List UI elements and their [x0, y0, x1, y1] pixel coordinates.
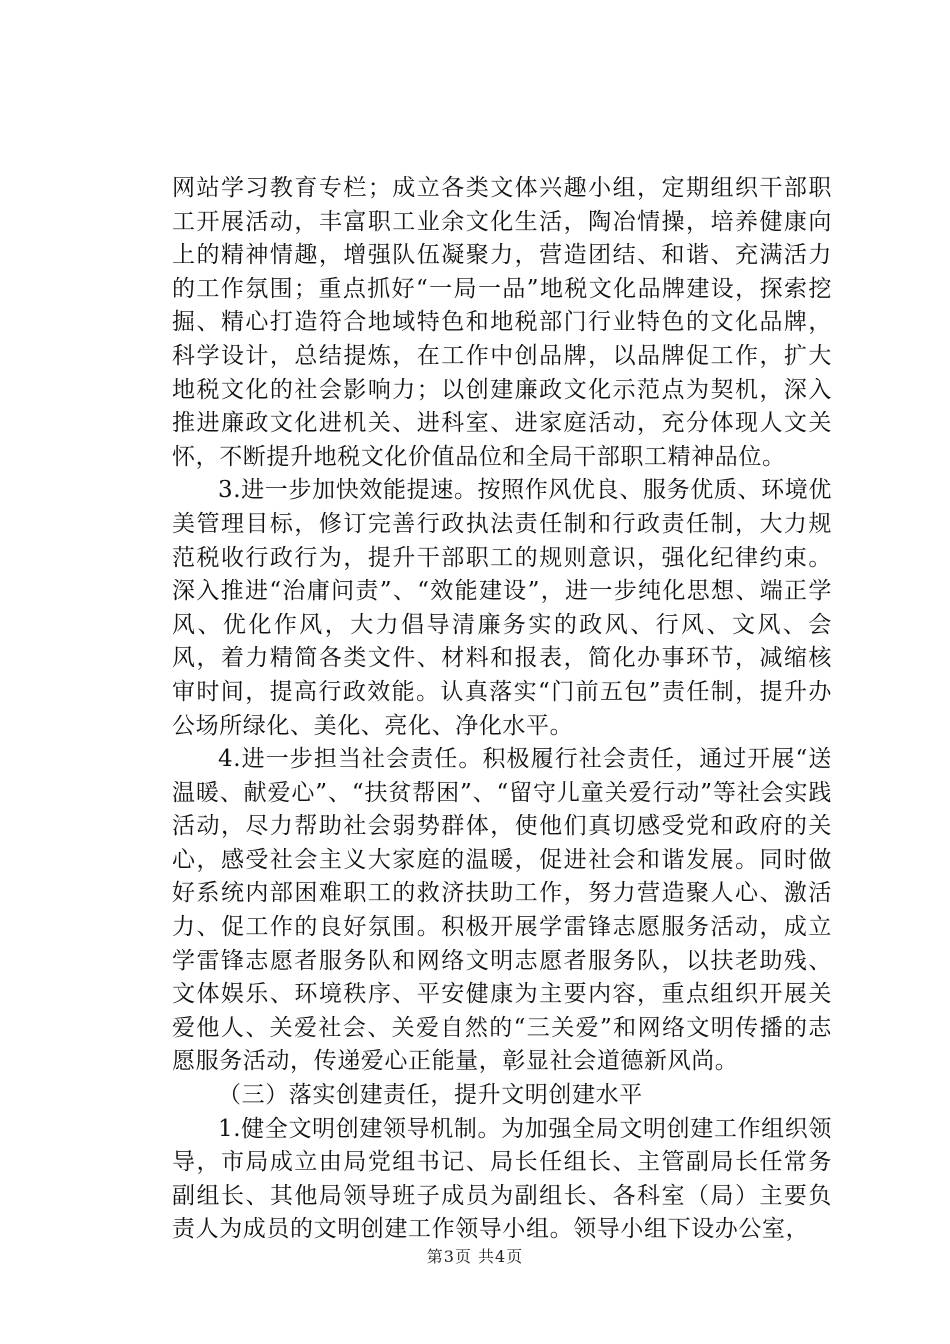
- paragraph-leadership-mechanism: 1.健全文明创建领导机制。为加强全局文明创建工作组织领导，市局成立由局党组书记、局长任组长、主管副局长任常务副组长、其他局领导班子成员为副组长、各科室（局）主要负责人为成员的文明创建工作领导小组。领导小组下设办公室，: [172, 1115, 832, 1243]
- page-footer: 第3页 共4页: [426, 1247, 524, 1266]
- paragraph-social-responsibility: 4.进一步担当社会责任。积极履行社会责任，通过开展“送温暖、献爱心”、“扶贫帮困”、“留守儿童关爱行动”等社会实践活动，尽力帮助社会弱势群体，使他们真切感受党和政府的关心，感受社会主义大家庭的温暖，促进社会和谐发展。同时做好系统内部困难职工的救济扶助工作，努力营造聚人心、激活力、促工作的良好氛围。积极开展学雷锋志愿服务活动，成立学雷锋志愿者服务队和网络文明志愿者服务队，以扶老助残、文体娱乐、环境秩序、平安健康为主要内容，重点组织开展关爱他人、关爱社会、关爱自然的“三关爱”和网络文明传播的志愿服务活动，传递爱心正能量，彰显社会道德新风尚。: [172, 746, 832, 1075]
- document-body: [172, 172, 832, 1247]
- paragraph-efficiency: 3.进一步加快效能提速。按照作风优良、服务优质、环境优美管理目标，修订完善行政执法责任制和行政责任制，大力规范税收行政行为，提升干部职工的规则意识，强化纪律约束。深入推进“治庸问责”、“效能建设”，进一步纯化思想、端正学风、优化作风，大力倡导清廉务实的政风、行风、文风、会风，着力精简各类文件、材料和报表，简化办事环节，减缩核审时间，提高行政效能。认真落实“门前五包”责任制，提升办公场所绿化、美化、亮化、净化水平。: [172, 477, 832, 739]
- section-heading: （三）落实创建责任，提升文明创建水平: [218, 1082, 643, 1109]
- paragraph-continuation: 网站学习教育专栏；成立各类文体兴趣小组，定期组织干部职工开展活动，丰富职工业余文化生活，陶冶情操，培养健康向上的精神情趣，增强队伍凝聚力，营造团结、和谐、充满活力的工作氛围；重点抓好“一局一品”地税文化品牌建设，探索挖掘、精心打造符合地域特色和地税部门行业特色的文化品牌，科学设计，总结提炼，在工作中创品牌，以品牌促工作，扩大地税文化的社会影响力；以创建廉政文化示范点为契机，深入推进廉政文化进机关、进科室、进家庭活动，充分体现人文关怀，不断提升地税文化价值品位和全局干部职工精神品位。: [172, 175, 832, 470]
